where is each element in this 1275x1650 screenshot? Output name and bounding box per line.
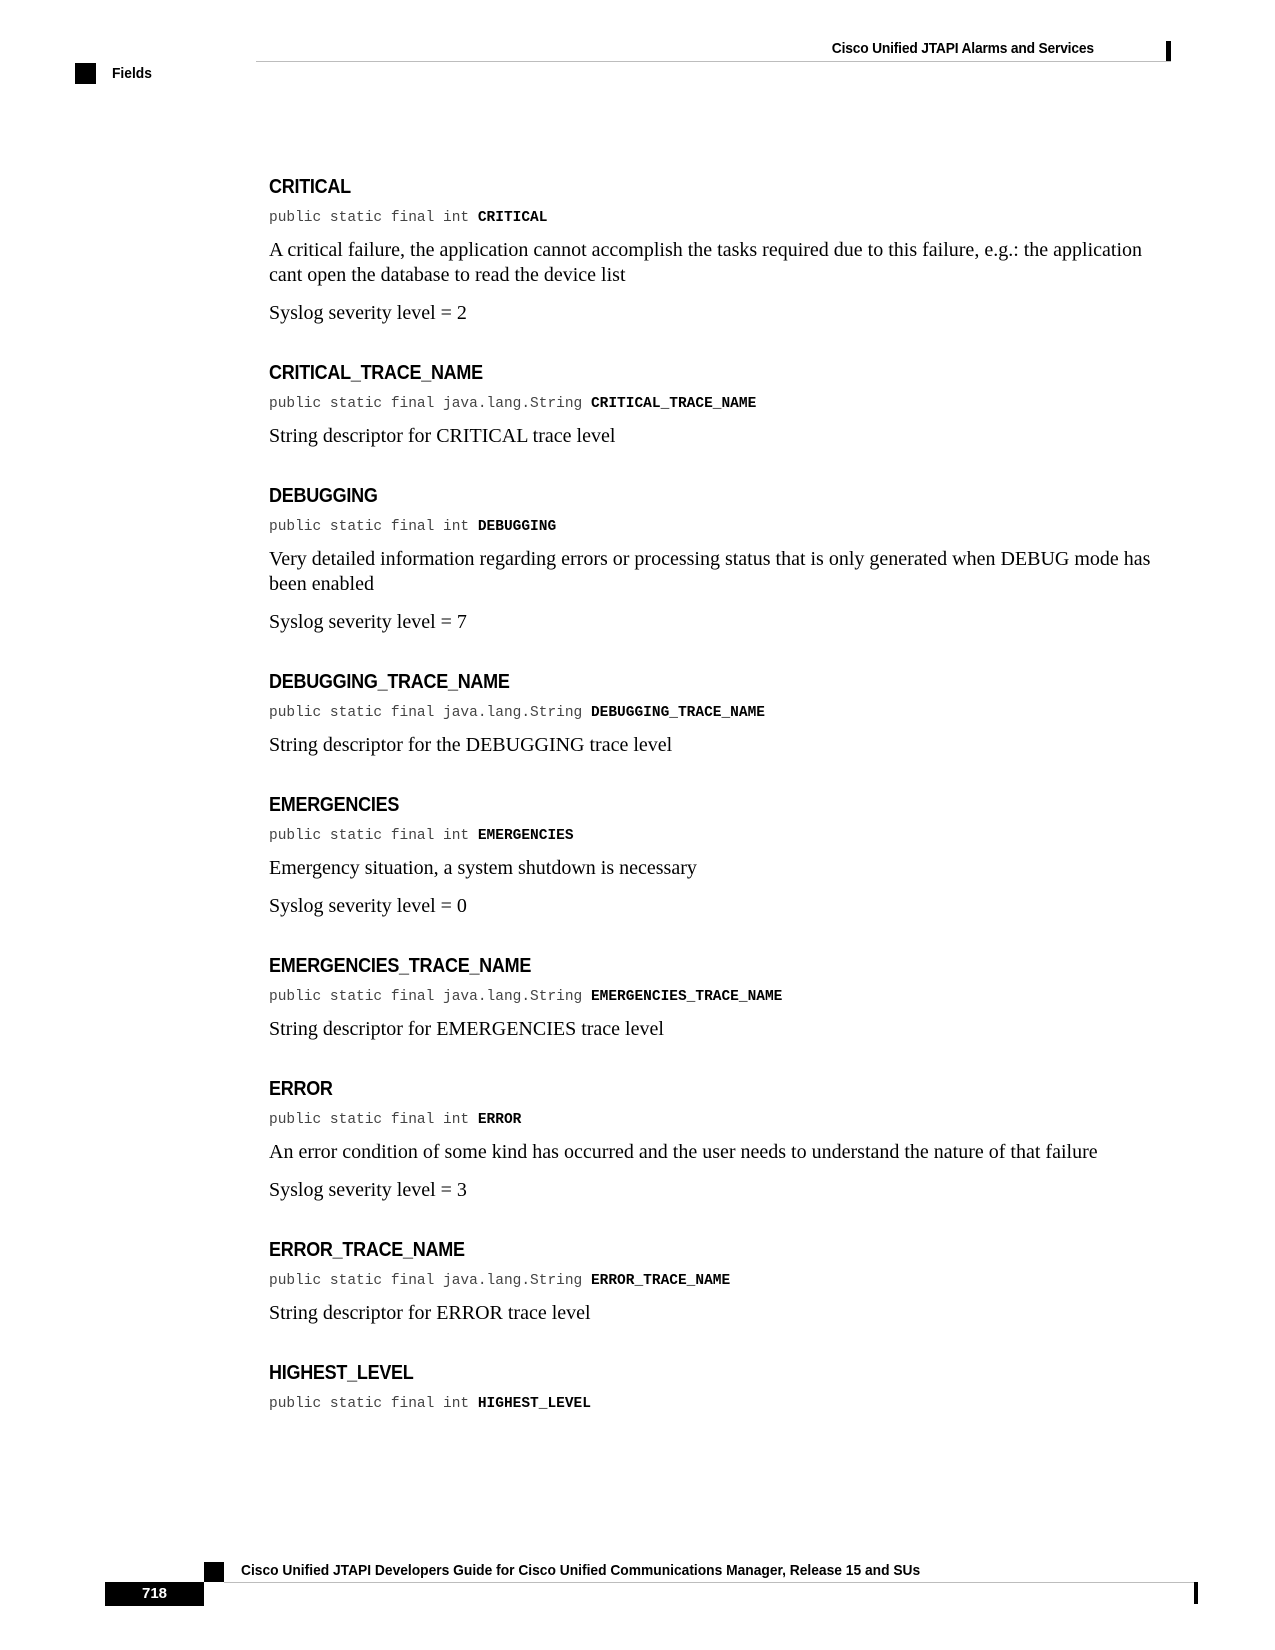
signature-modifiers: public static final int (269, 210, 478, 226)
signature-modifiers: public static final int (269, 519, 478, 535)
signature-identifier: ERROR (477, 1112, 522, 1128)
signature-identifier: HIGHEST_LEVEL (477, 1396, 591, 1412)
signature-identifier: EMERGENCIES_TRACE_NAME (590, 989, 783, 1005)
field-signature (269, 986, 1174, 1008)
field-description: Emergency situation, a system shutdown is necessary (269, 857, 697, 879)
field-description: An error condition of some kind has occurred and the user needs to understand the nature of that failure (269, 1141, 1098, 1163)
field-name: EMERGENCIES_TRACE_NAME (269, 955, 532, 977)
section-marker (75, 63, 96, 84)
header-rule (256, 61, 1171, 62)
signature-modifiers: public static final java.lang.String (269, 396, 591, 412)
field-name: CRITICAL (269, 176, 351, 198)
signature-modifiers: public static final int (269, 1396, 478, 1412)
field-signature (269, 1109, 1174, 1131)
field-entry (269, 1236, 1174, 1326)
field-description: Syslog severity level = 0 (269, 895, 467, 917)
field-signature (269, 207, 1174, 229)
field-description: Syslog severity level = 2 (269, 302, 467, 324)
field-signature (269, 393, 1174, 415)
field-name: EMERGENCIES (269, 794, 400, 816)
field-name: DEBUGGING (269, 485, 378, 507)
field-entry (269, 668, 1174, 758)
field-signature (269, 1270, 1174, 1292)
field-signature (269, 702, 1174, 724)
field-description: Syslog severity level = 3 (269, 1179, 467, 1201)
signature-identifier: CRITICAL_TRACE_NAME (590, 396, 757, 412)
field-description: Syslog severity level = 7 (269, 611, 467, 633)
footer-right-bar (1194, 1582, 1198, 1604)
field-entry (269, 173, 1174, 326)
field-entry (269, 952, 1174, 1042)
signature-modifiers: public static final java.lang.String (269, 989, 591, 1005)
field-name: DEBUGGING_TRACE_NAME (269, 671, 510, 693)
fields-list (269, 173, 1174, 1448)
field-entry (269, 482, 1174, 635)
field-signature (269, 825, 1174, 847)
signature-modifiers: public static final int (269, 1112, 478, 1128)
header-title: Cisco Unified JTAPI Alarms and Services (831, 40, 1094, 57)
field-description: Very detailed information regarding errors or processing status that is only generated when DEBUG mode has been enabled (269, 548, 1151, 595)
footer-title: Cisco Unified JTAPI Developers Guide for Cisco Unified Communications Manager, Release 15 and SUs (241, 1562, 921, 1579)
field-description: A critical failure, the application cannot accomplish the tasks required due to this failure, e.g.: the application cant open the database to read the device list (269, 239, 1143, 286)
field-name: ERROR (269, 1078, 333, 1100)
field-entry (269, 791, 1174, 919)
signature-modifiers: public static final java.lang.String (269, 1273, 591, 1289)
signature-identifier: CRITICAL (477, 210, 548, 226)
field-signature (269, 1393, 1174, 1415)
field-description: String descriptor for the DEBUGGING trace level (269, 734, 673, 756)
signature-modifiers: public static final int (269, 828, 478, 844)
field-description: String descriptor for EMERGENCIES trace level (269, 1018, 664, 1040)
field-entry (269, 359, 1174, 449)
signature-identifier: ERROR_TRACE_NAME (590, 1273, 731, 1289)
field-name: CRITICAL_TRACE_NAME (269, 362, 483, 384)
signature-identifier: DEBUGGING (477, 519, 557, 535)
signature-modifiers: public static final java.lang.String (269, 705, 591, 721)
field-entry (269, 1359, 1174, 1415)
footer-marker (204, 1562, 224, 1582)
header-right-bar (1166, 41, 1171, 61)
footer-rule (224, 1582, 1196, 1583)
field-name: ERROR_TRACE_NAME (269, 1239, 465, 1261)
signature-identifier: EMERGENCIES (477, 828, 574, 844)
field-description: String descriptor for CRITICAL trace level (269, 425, 616, 447)
page-number: 718 (105, 1582, 204, 1606)
section-label: Fields (112, 65, 152, 82)
field-description: String descriptor for ERROR trace level (269, 1302, 591, 1324)
field-signature (269, 516, 1174, 538)
field-entry (269, 1075, 1174, 1203)
signature-identifier: DEBUGGING_TRACE_NAME (590, 705, 765, 721)
field-name: HIGHEST_LEVEL (269, 1362, 414, 1384)
